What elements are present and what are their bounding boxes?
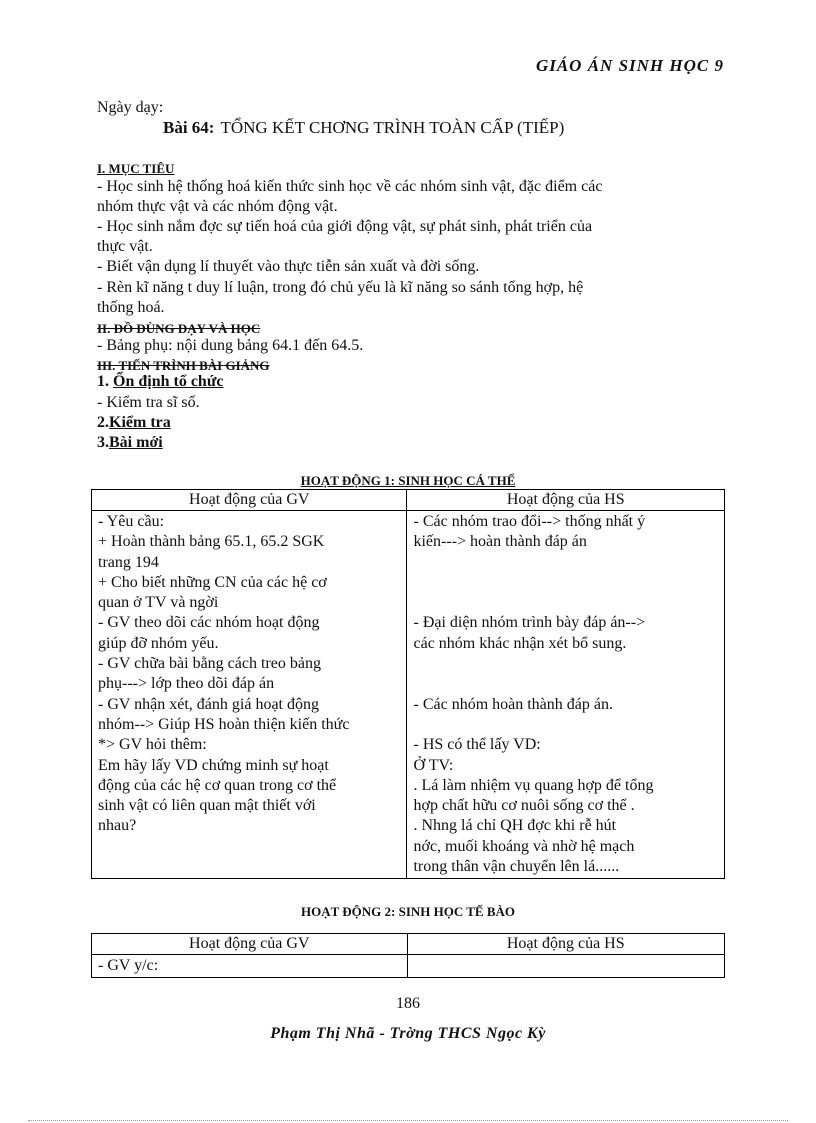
gv-activities-cell xyxy=(92,511,407,879)
table-row xyxy=(92,511,725,879)
hs-line: - Các nhóm hoàn thành đáp án. xyxy=(413,695,613,713)
lesson-title: TỔNG KẾT CHƠNG TRÌNH TOÀN CẤP (TIẾP) xyxy=(220,118,565,137)
gv-column-header: Hoạt động của GV xyxy=(92,934,408,955)
step-1-detail: - Kiểm tra sĩ số. xyxy=(97,394,200,411)
section-materials-heading: II. ĐỒ DÙNG DẠY VÀ HỌC xyxy=(97,321,261,336)
hs-line: . Lá làm nhiệm vụ quang hợp để tổng xyxy=(413,776,654,794)
section-objectives-heading: I. MỤC TIÊU xyxy=(97,161,175,176)
objective-line: thống hoá. xyxy=(97,299,165,316)
hs-line xyxy=(414,956,719,976)
step-1-number: 1. xyxy=(97,373,113,390)
step-3-number: 3. xyxy=(97,434,109,451)
hs-line: nớc, muối khoáng và nhờ hệ mạch xyxy=(413,837,635,855)
page-bottom-divider xyxy=(28,1120,788,1121)
footer-author: Phạm Thị Nhã - Trờng THCS Ngọc Kỳ xyxy=(270,1025,546,1042)
date-label: Ngày dạy: xyxy=(97,99,164,116)
hs-column-header: Hoạt động của HS xyxy=(407,490,725,511)
hs-line: trong thân vận chuyển lên lá...... xyxy=(413,858,620,876)
hs-column-header: Hoạt động của HS xyxy=(407,934,725,955)
hs-line: - Đại diện nhóm trình bày đáp án--> xyxy=(413,614,646,632)
objective-line: - Học sinh nắm đợc sự tiến hoá của giới động vật, sự phát sinh, phát triển của xyxy=(97,218,593,235)
objective-line: - Học sinh hệ thống hoá kiến thức sinh học về các nhóm sinh vật, đặc điểm các xyxy=(97,178,603,195)
materials-line: - Bảng phụ: nội dung bảng 64.1 đến 64.5. xyxy=(97,337,364,354)
process-step-2 xyxy=(97,413,717,433)
lesson-number: Bài 64: xyxy=(163,118,215,137)
hs-line xyxy=(413,674,718,694)
hs-line: - HS có thể lấy VD: xyxy=(413,736,541,754)
step-2-text: Kiểm tra xyxy=(109,414,171,431)
gv-line: giúp đỡ nhóm yếu. xyxy=(98,634,219,652)
gv-line: + Hoàn thành bảng 65.1, 65.2 SGK xyxy=(98,533,325,551)
gv-line: phụ---> lớp theo dõi đáp án xyxy=(98,675,275,693)
activity-2-title xyxy=(0,904,816,920)
table-row xyxy=(92,955,725,978)
hs-line: Ở TV: xyxy=(413,756,454,774)
activity-1-title-text: HOẠT ĐỘNG 1: SINH HỌC CÁ THỂ xyxy=(300,473,516,488)
gv-line: - GV chữa bài bằng cách treo bảng xyxy=(98,655,321,673)
gv-line: quan ở TV và ngời xyxy=(98,594,219,612)
section-process-heading: III. TIẾN TRÌNH BÀI GIẢNG xyxy=(97,358,270,373)
hs-line: - Các nhóm trao đổi--> thống nhất ý xyxy=(413,513,646,530)
gv-activities-cell xyxy=(92,955,408,978)
gv-column-header: Hoạt động của GV xyxy=(92,490,407,511)
hs-line xyxy=(413,654,718,674)
gv-line: - GV y/c: xyxy=(98,957,159,974)
activity-1-title xyxy=(0,473,816,489)
hs-line: hợp chất hữu cơ nuôi sống cơ thể . xyxy=(413,797,635,815)
hs-activities-cell xyxy=(407,511,725,879)
lesson-heading xyxy=(163,118,564,138)
objective-line: - Rèn kĩ năng t duy lí luận, trong đó chủ yếu là kĩ năng so sánh tổng hợp, hệ xyxy=(97,279,584,296)
header-title: GIÁO ÁN SINH HỌC 9 xyxy=(535,56,724,75)
table-header-row xyxy=(92,490,725,511)
hs-line xyxy=(413,553,718,573)
objective-line: - Biết vận dụng lí thuyết vào thực tiễn sản xuất và đời sống. xyxy=(97,258,480,275)
hs-line: các nhóm khác nhận xét bổ sung. xyxy=(413,634,627,652)
step-3-text: Bài mới xyxy=(109,434,163,451)
step-2-number: 2. xyxy=(97,414,109,431)
hs-line xyxy=(413,593,718,613)
hs-line: kiến---> hoàn thành đáp án xyxy=(413,533,587,551)
gv-line: - GV nhận xét, đánh giá hoạt động xyxy=(98,695,319,713)
gv-line: *> GV hỏi thêm: xyxy=(98,736,207,754)
activity-2-table xyxy=(91,933,725,978)
gv-line: sinh vật có liên quan mật thiết với xyxy=(98,797,316,815)
gv-line: + Cho biết những CN của các hệ cơ xyxy=(98,573,327,591)
activity-2-title-text: HOẠT ĐỘNG 2: SINH HỌC TẾ BÀO xyxy=(300,904,516,919)
page-number: 186 xyxy=(396,995,420,1012)
gv-line: Em hãy lấy VD chứng minh sự hoạt xyxy=(98,756,329,774)
gv-line: nhóm--> Giúp HS hoàn thiện kiến thức xyxy=(98,715,350,733)
gv-line: trang 194 xyxy=(98,553,159,571)
gv-line: động của các hệ cơ quan trong cơ thể xyxy=(98,776,337,794)
gv-line: - GV theo dõi các nhóm hoạt động xyxy=(98,614,320,632)
gv-line: - Yêu cầu: xyxy=(98,513,165,530)
step-1-text: Ổn định tổ chức xyxy=(113,373,224,390)
hs-line: . Nhng lá chỉ QH đợc khi rễ hút xyxy=(413,817,617,835)
hs-activities-cell xyxy=(407,955,725,978)
process-step-1 xyxy=(97,372,717,392)
table-header-row xyxy=(92,934,725,955)
process-step-3 xyxy=(97,433,717,453)
objective-line: thực vật. xyxy=(97,238,153,255)
hs-line xyxy=(413,715,718,735)
hs-line xyxy=(413,573,718,593)
objective-line: nhóm thực vật và các nhóm động vật. xyxy=(97,198,338,215)
gv-line: nhau? xyxy=(98,817,137,835)
activity-1-table xyxy=(91,489,725,879)
